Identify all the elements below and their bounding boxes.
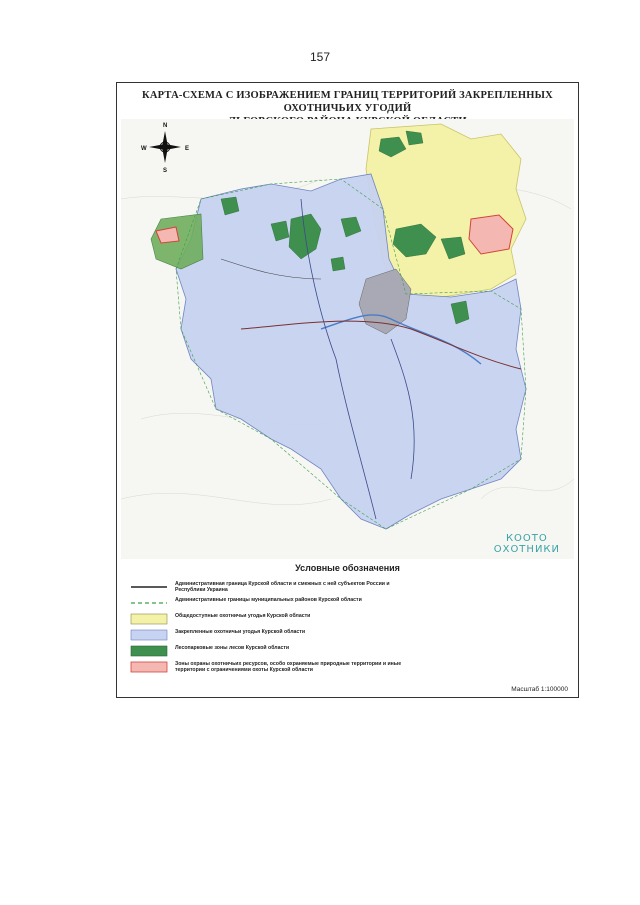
compass-s: S xyxy=(163,168,168,174)
legend-dashed-line-symbol xyxy=(129,597,169,609)
legend-blue-box xyxy=(129,629,169,641)
compass-e: E xyxy=(185,146,190,152)
kooto-logo xyxy=(494,533,560,555)
legend-yellow-box xyxy=(129,613,169,625)
legend-red-box xyxy=(129,661,169,673)
logo-line1: КООТО xyxy=(505,533,548,544)
map-area xyxy=(121,119,574,559)
legend-text: Лесопарковые зоны лесов Курской области xyxy=(175,645,290,651)
map-title-line1: КАРТА-СХЕМА С ИЗОБРАЖЕНИЕМ ГРАНИЦ ТЕРРИТОРИЙ ЗАКРЕПЛЕННЫХ ОХОТНИЧЬИХ УГОДИЙ xyxy=(142,90,553,114)
compass-w: W xyxy=(141,146,147,152)
page-number: 157 xyxy=(309,50,331,64)
legend-text: Административные границы муниципальных районов Курской области xyxy=(175,597,362,603)
legend-title: Условные обозначения xyxy=(295,563,400,573)
legend-text: Административная граница Курской области и смежных с ней субъектов России и Республики Украина xyxy=(175,581,390,594)
scale-label: Масштаб 1:100000 xyxy=(511,686,568,693)
map-frame xyxy=(116,82,579,698)
legend-green-box xyxy=(129,645,169,657)
legend-text: Закрепленные охотничьи угодья Курской области xyxy=(175,629,306,635)
legend-text: Общедоступные охотничьи угодья Курской области xyxy=(175,613,311,619)
logo-line2: ОХОТНИКИ xyxy=(493,544,560,555)
map-svg xyxy=(121,119,574,559)
compass-n: N xyxy=(163,123,168,129)
legend-solid-line-symbol xyxy=(129,581,169,593)
legend-text: Зоны охраны охотничьих ресурсов, особо охраняемые природные территории и иные территории с ограничениями охоты Курской области xyxy=(175,661,402,674)
